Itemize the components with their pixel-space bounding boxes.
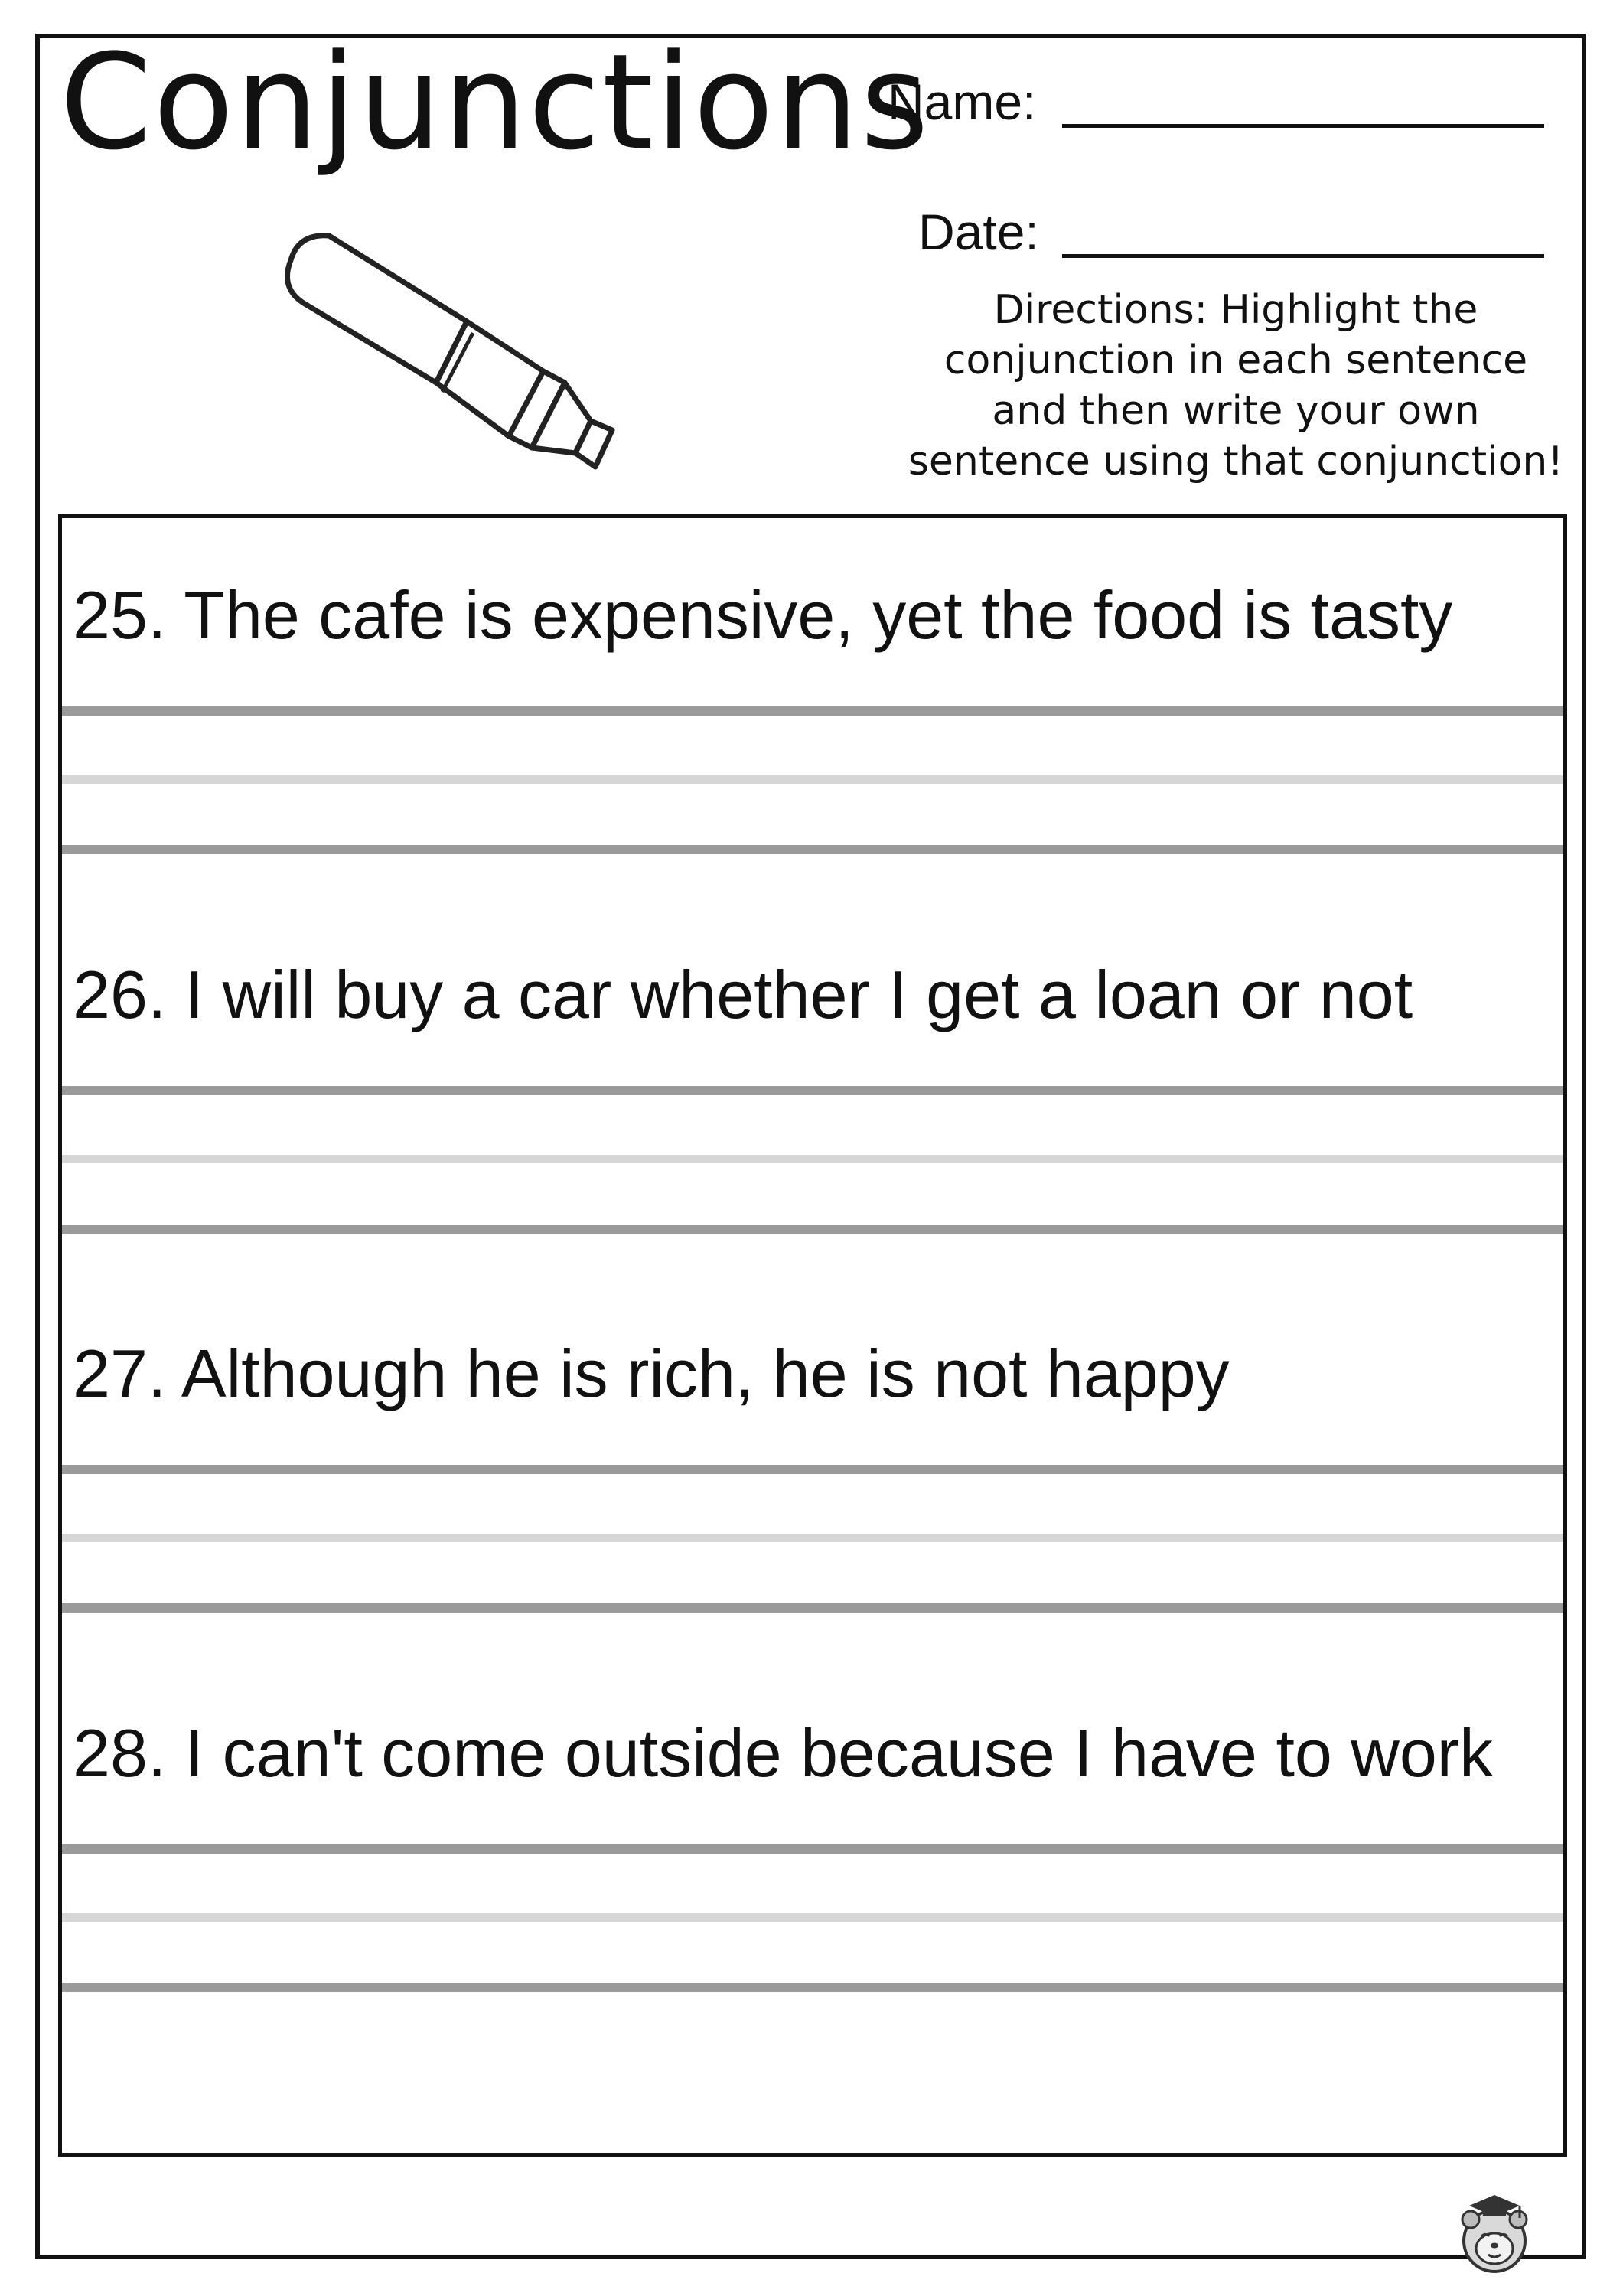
- date-field[interactable]: [1062, 254, 1544, 258]
- name-field[interactable]: [1062, 124, 1544, 128]
- writing-line-top[interactable]: [62, 1086, 1563, 1095]
- answer-box: [58, 514, 1567, 2157]
- graduation-mascot-logo: [1454, 2190, 1535, 2276]
- question-text: 26. I will buy a car whether I get a loan or not: [73, 957, 1413, 1032]
- highlighter-icon: [275, 230, 635, 482]
- question-27: [62, 1336, 1563, 1531]
- question-28: [62, 1715, 1563, 1911]
- writing-line-middle[interactable]: [62, 775, 1563, 784]
- writing-line-bottom[interactable]: [62, 1603, 1563, 1613]
- question-text: 27. Although he is rich, he is not happy: [73, 1336, 1230, 1411]
- directions-line: sentence using that conjunction!: [908, 439, 1564, 484]
- writing-line-top[interactable]: [62, 1465, 1563, 1474]
- directions-text: [888, 285, 1584, 487]
- directions-line: Directions: Highlight the: [993, 287, 1478, 333]
- writing-line-middle[interactable]: [62, 1534, 1563, 1542]
- question-26: [62, 957, 1563, 1153]
- writing-line-bottom[interactable]: [62, 1225, 1563, 1234]
- writing-line-bottom[interactable]: [62, 1983, 1563, 1992]
- worksheet-title: Conjunctions: [60, 25, 930, 179]
- writing-line-middle[interactable]: [62, 1155, 1563, 1163]
- writing-line-middle[interactable]: [62, 1913, 1563, 1922]
- name-label: Name:: [888, 73, 1037, 130]
- date-label: Date:: [918, 204, 1039, 260]
- directions-line: and then write your own: [992, 388, 1480, 434]
- writing-line-top[interactable]: [62, 1844, 1563, 1854]
- question-text: 25. The cafe is expensive, yet the food is tasty: [73, 577, 1453, 653]
- question-text: 28. I can't come outside because I have to work: [73, 1715, 1494, 1791]
- writing-line-bottom[interactable]: [62, 845, 1563, 854]
- directions-line: conjunction in each sentence: [943, 338, 1528, 383]
- question-25: [62, 577, 1563, 773]
- writing-line-top[interactable]: [62, 706, 1563, 716]
